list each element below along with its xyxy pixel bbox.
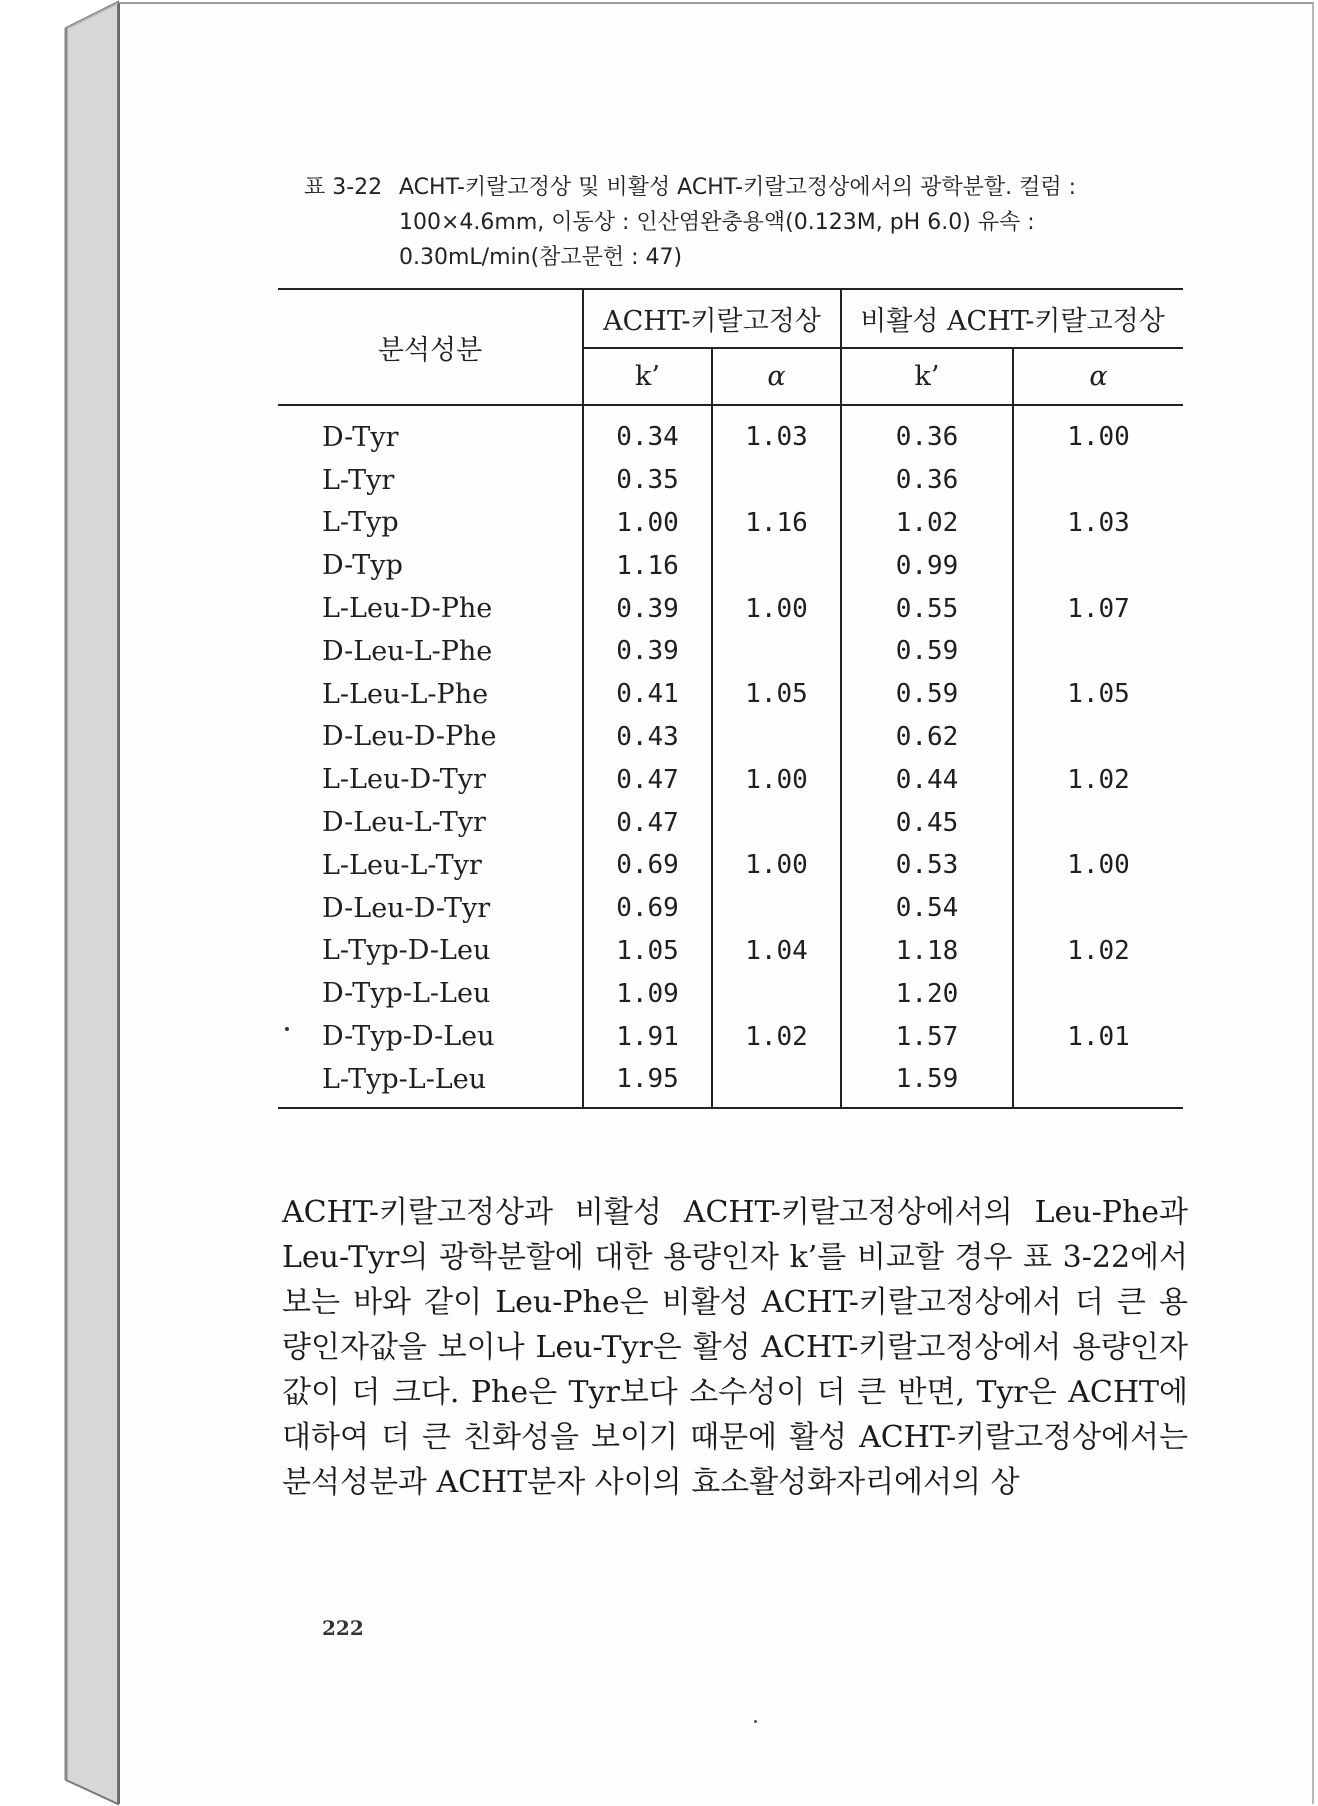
alpha1-cell [712,716,841,759]
k1-cell: 0.43 [583,716,712,759]
alpha1-cell [712,972,841,1015]
k1-cell: 1.91 [583,1015,712,1058]
k2-cell: 1.02 [841,502,1013,545]
k2-cell: 0.59 [841,630,1013,673]
alpha2-cell [1013,1058,1183,1108]
body-paragraph: ACHT-키랄고정상과 비활성 ACHT-키랄고정상에서의 Leu-Phe과 Leu-Tyr의 광학분할에 대한 용량인자 k’를 비교할 경우 표 3-22에서 보는 바와 같이 Leu-Phe은 비활성 ACHT-키랄고정상에서 더 큰 용량인자값을 보이나 Leu-Tyr은 활성 ACHT-키랄고정상에서 용량인자값이 더 크다. Phe은 Tyr보다 소수성이 더 큰 반면, Tyr은 ACHT에 대하여 더 큰 친화성을 보이기 때문에 활성 ACHT-키랄고정상에서는 분석성분과 ACHT분자 사이의 효소활성화자리에서의 상 [282,1195,1188,1500]
col-alpha1-header: α [712,348,841,405]
k1-cell: 0.47 [583,801,712,844]
table-row [278,630,1183,673]
k2-cell: 0.99 [841,544,1013,587]
table-row [278,502,1183,545]
k2-cell: 1.57 [841,1015,1013,1058]
optical-resolution-table [278,288,1183,1109]
alpha1-cell: 1.03 [712,405,841,459]
alpha2-cell [1013,716,1183,759]
alpha2-cell: 1.02 [1013,758,1183,801]
alpha1-cell [712,544,841,587]
analyte-cell: L-Typ [322,507,399,539]
stray-mark [285,1027,289,1031]
k2-cell: 0.59 [841,673,1013,716]
k1-cell: 0.47 [583,758,712,801]
k2-cell: 0.54 [841,887,1013,930]
alpha2-cell [1013,459,1183,502]
table-row [278,1058,1183,1108]
alpha2-cell [1013,801,1183,844]
k2-cell: 0.44 [841,758,1013,801]
alpha2-cell [1013,887,1183,930]
analyte-cell: D-Typ [322,550,403,582]
alpha2-cell: 1.07 [1013,587,1183,630]
k1-cell: 1.00 [583,502,712,545]
alpha2-cell: 1.00 [1013,405,1183,459]
alpha1-cell: 1.00 [712,587,841,630]
table-row [278,405,1183,459]
k1-cell: 1.16 [583,544,712,587]
table-row [278,673,1183,716]
alpha1-cell [712,459,841,502]
table-row [278,1015,1183,1058]
alpha1-cell: 1.02 [712,1015,841,1058]
k1-cell: 0.34 [583,405,712,459]
alpha1-cell [712,887,841,930]
caption-text: ACHT-키랄고정상 및 비활성 ACHT-키랄고정상에서의 광학분할. 컬럼 : 100×4.6mm, 이동상 : 인산염완충용액(0.123M, pH 6.0) 유속 : 0.30mL/min(참고문헌 : 47) [399,175,1077,270]
k1-cell: 0.41 [583,673,712,716]
table-row [278,716,1183,759]
analyte-header: 분석성분 [278,289,583,405]
page-number: 222 [322,1616,364,1640]
analyte-cell: D-Leu-L-Phe [322,635,493,667]
analyte-cell: L-Leu-L-Tyr [322,849,482,881]
stray-mark [754,1720,757,1723]
col-k2-header: k’ [841,348,1013,405]
k1-cell: 0.69 [583,844,712,887]
k2-cell: 0.53 [841,844,1013,887]
k1-cell: 1.05 [583,930,712,973]
alpha1-cell: 1.16 [712,502,841,545]
k2-cell: 0.62 [841,716,1013,759]
table-row [278,587,1183,630]
table-row [278,544,1183,587]
analyte-cell: L-Tyr [322,464,395,496]
analyte-cell: D-Typ-D-Leu [322,1021,495,1053]
k1-cell: 1.95 [583,1058,712,1108]
analyte-cell: D-Leu-L-Tyr [322,807,486,839]
analyte-cell: L-Leu-D-Phe [322,593,493,625]
alpha1-cell: 1.05 [712,673,841,716]
alpha1-cell: 1.04 [712,930,841,973]
analyte-cell: L-Leu-L-Phe [322,678,489,710]
analyte-cell: D-Leu-D-Tyr [322,892,491,924]
alpha2-cell [1013,544,1183,587]
group2-header: 비활성 ACHT-키랄고정상 [841,289,1183,348]
k1-cell: 0.69 [583,887,712,930]
analyte-cell: L-Leu-D-Tyr [322,764,486,796]
table-row [278,459,1183,502]
alpha2-cell: 1.05 [1013,673,1183,716]
analyte-cell: L-Typ-D-Leu [322,935,491,967]
analyte-cell: L-Typ-L-Leu [278,1058,583,1108]
table-row [278,758,1183,801]
k1-cell: 1.09 [583,972,712,1015]
col-alpha2-header: α [1013,348,1183,405]
analyte-cell: D-Tyr [322,421,399,453]
alpha2-cell [1013,630,1183,673]
alpha2-cell: 1.02 [1013,930,1183,973]
analyte-cell: D-Leu-D-Phe [322,721,497,753]
k2-cell: 1.18 [841,930,1013,973]
alpha2-cell [1013,972,1183,1015]
k2-cell: 0.36 [841,405,1013,459]
k2-cell: 0.36 [841,459,1013,502]
table-row [278,972,1183,1015]
alpha1-cell: 1.00 [712,844,841,887]
alpha2-cell: 1.00 [1013,844,1183,887]
k1-cell: 0.35 [583,459,712,502]
alpha2-cell: 1.03 [1013,502,1183,545]
table-row [278,801,1183,844]
alpha1-cell [712,630,841,673]
group1-header: ACHT-키랄고정상 [583,289,841,348]
k1-cell: 0.39 [583,630,712,673]
table-row [278,887,1183,930]
k2-cell: 1.59 [841,1058,1013,1108]
table-row [278,844,1183,887]
alpha2-cell: 1.01 [1013,1015,1183,1058]
caption-label: 표 3-22 [304,175,383,200]
alpha1-cell: 1.00 [712,758,841,801]
alpha1-cell [712,801,841,844]
analyte-cell: D-Typ-L-Leu [322,978,491,1010]
k1-cell: 0.39 [583,587,712,630]
alpha1-cell [712,1058,841,1108]
k2-cell: 0.55 [841,587,1013,630]
col-k1-header: k’ [583,348,712,405]
k2-cell: 1.20 [841,972,1013,1015]
k2-cell: 0.45 [841,801,1013,844]
table-row [278,930,1183,973]
